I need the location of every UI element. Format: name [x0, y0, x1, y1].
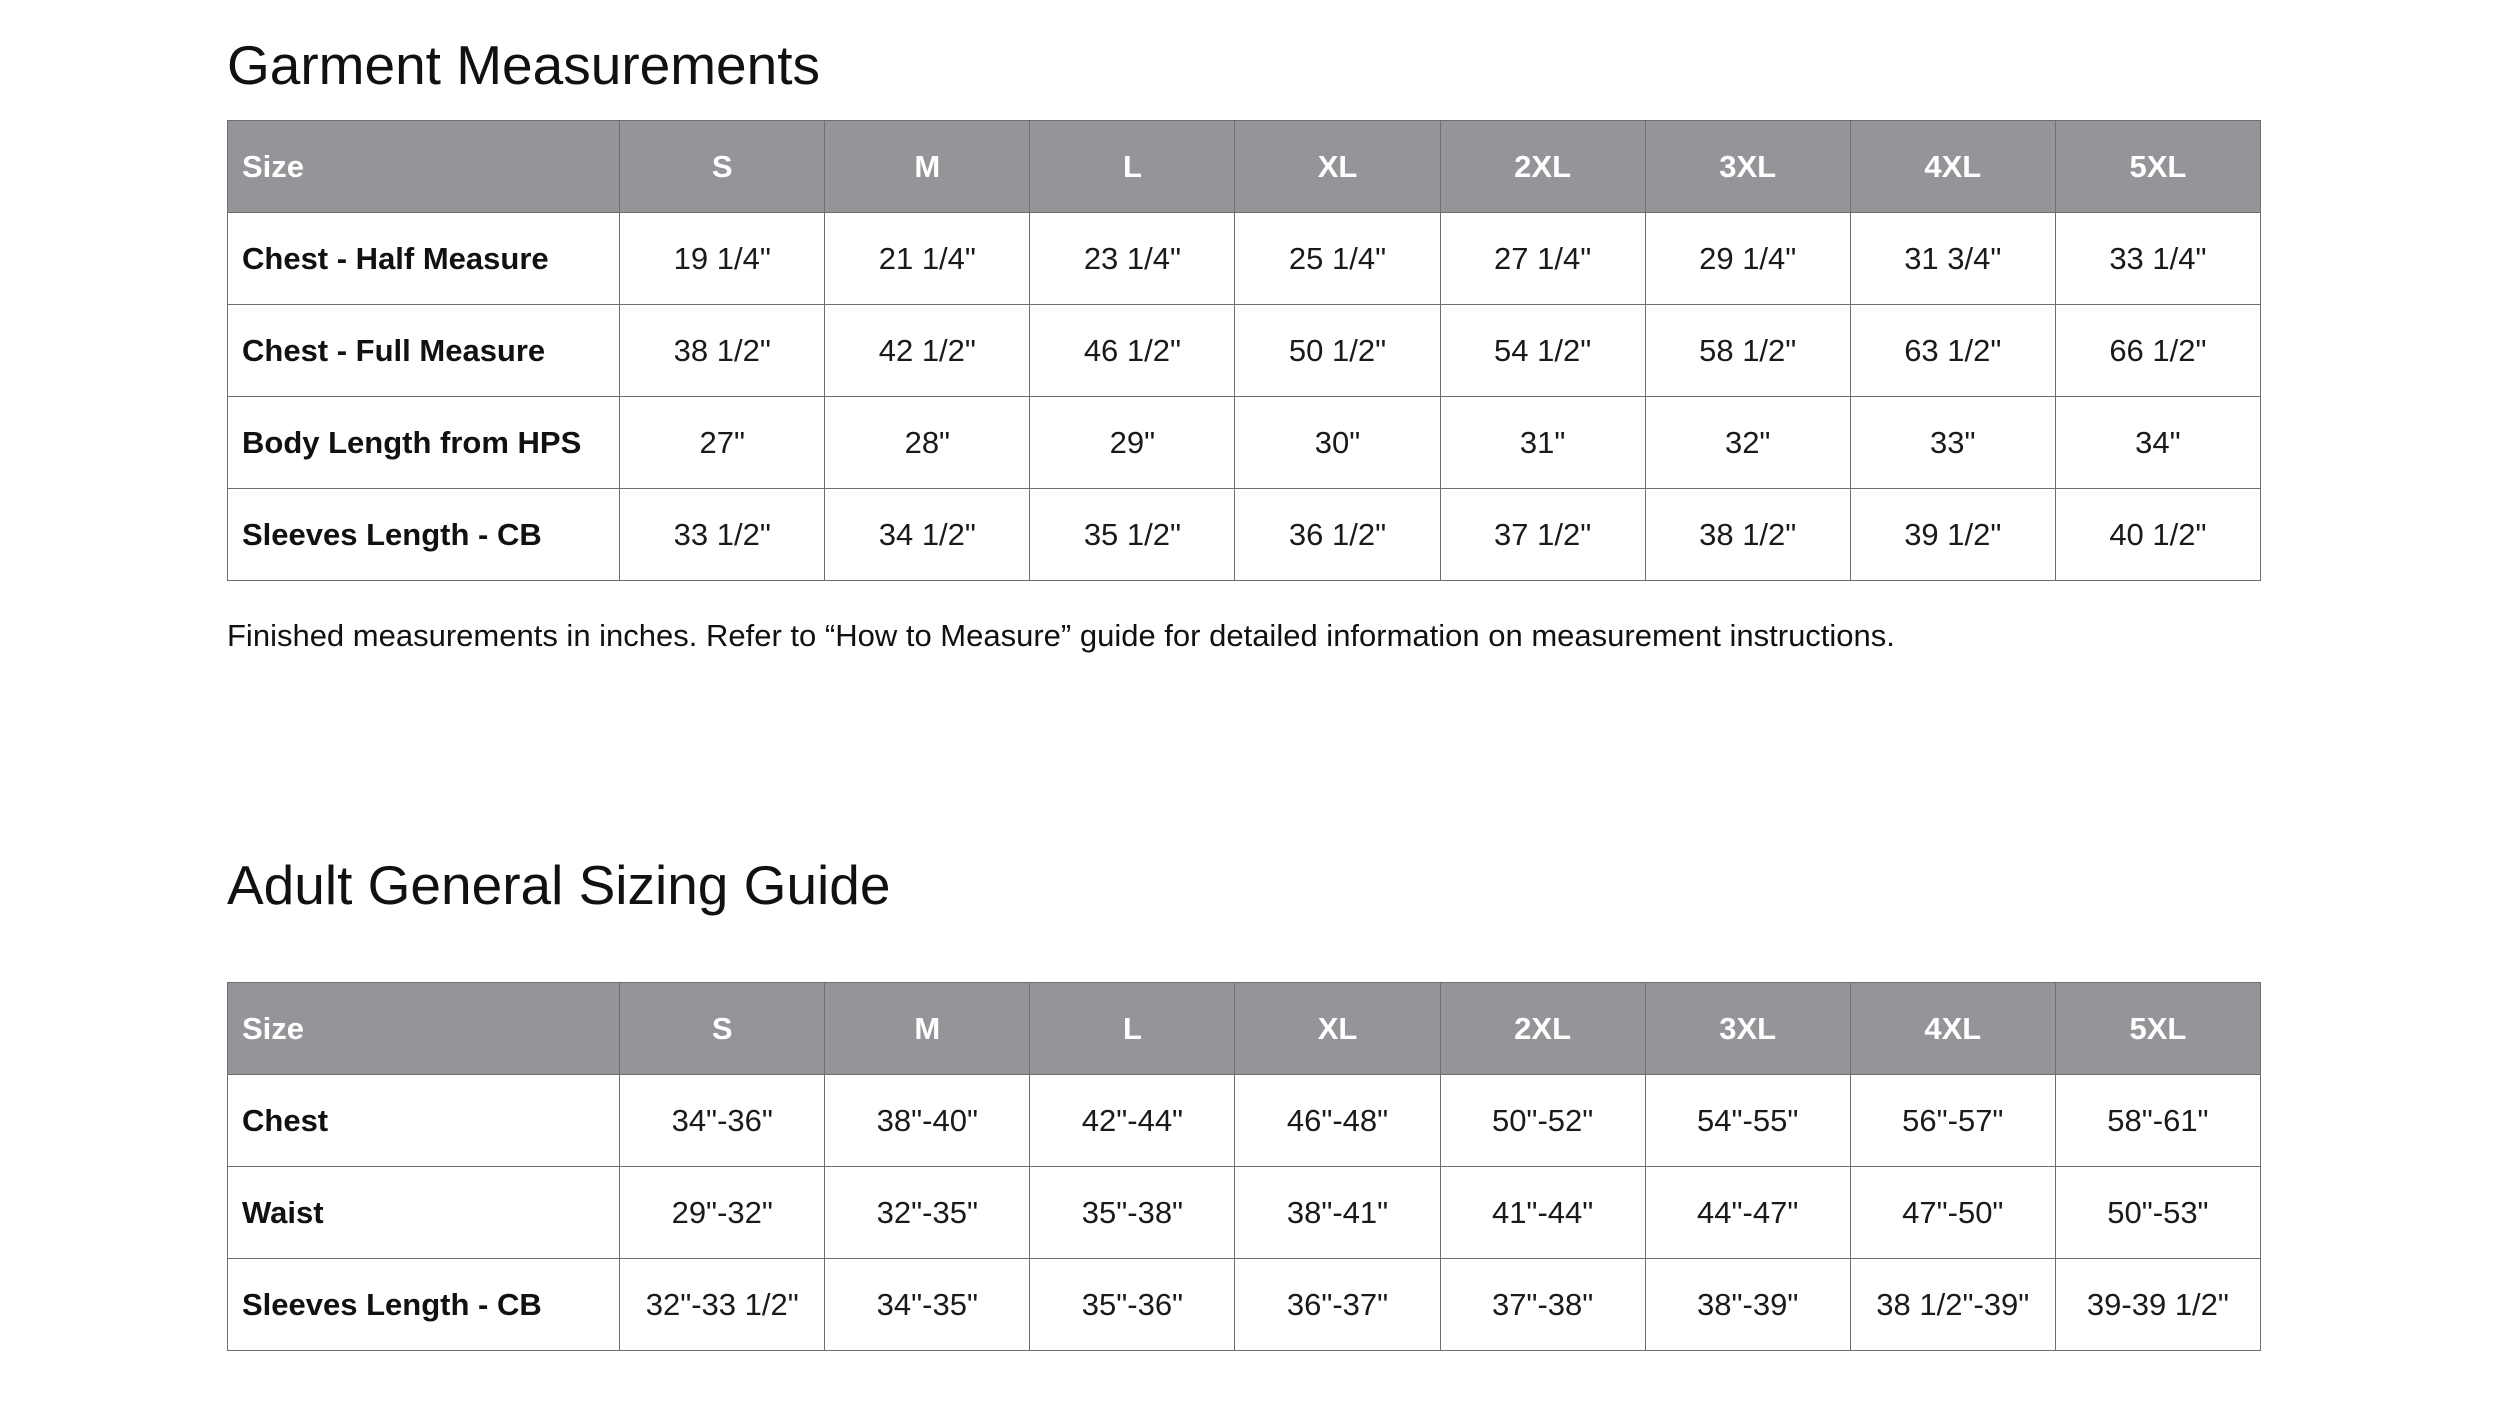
table-cell: 38 1/2"	[620, 305, 825, 397]
table-cell: 63 1/2"	[1850, 305, 2055, 397]
table-cell: 58"-61"	[2055, 1075, 2260, 1167]
table-row	[228, 1259, 2261, 1351]
table-cell: 29 1/4"	[1645, 213, 1850, 305]
table-cell: 39-39 1/2"	[2055, 1259, 2260, 1351]
table-header-row	[228, 983, 2261, 1075]
table-cell: 31 3/4"	[1850, 213, 2055, 305]
header-cell: 5XL	[2055, 983, 2260, 1075]
header-cell: 2XL	[1440, 121, 1645, 213]
table-row	[228, 305, 2261, 397]
header-cell: 3XL	[1645, 121, 1850, 213]
table-cell: 38"-39"	[1645, 1259, 1850, 1351]
table-cell: 58 1/2"	[1645, 305, 1850, 397]
header-cell: 2XL	[1440, 983, 1645, 1075]
table-cell: 42 1/2"	[825, 305, 1030, 397]
table-cell: 50"-52"	[1440, 1075, 1645, 1167]
adult-sizing-guide-title: Adult General Sizing Guide	[227, 854, 891, 916]
table-cell: 33 1/4"	[2055, 213, 2260, 305]
table-cell: 23 1/4"	[1030, 213, 1235, 305]
header-cell: M	[825, 983, 1030, 1075]
table-cell: 28"	[825, 397, 1030, 489]
table-cell: 38"-41"	[1235, 1167, 1440, 1259]
table-cell: 50"-53"	[2055, 1167, 2260, 1259]
table-row	[228, 397, 2261, 489]
adult-sizing-table	[227, 982, 2261, 1351]
table-cell: 29"-32"	[620, 1167, 825, 1259]
table-cell: 44"-47"	[1645, 1167, 1850, 1259]
table-row	[228, 489, 2261, 581]
table-cell: 50 1/2"	[1235, 305, 1440, 397]
table-cell: 25 1/4"	[1235, 213, 1440, 305]
table-cell: 29"	[1030, 397, 1235, 489]
table-cell: 37 1/2"	[1440, 489, 1645, 581]
table-cell: 66 1/2"	[2055, 305, 2260, 397]
table-cell: 46"-48"	[1235, 1075, 1440, 1167]
header-cell-size: Size	[228, 121, 620, 213]
row-label: Chest	[228, 1075, 620, 1167]
table-cell: 33"	[1850, 397, 2055, 489]
table-row	[228, 1075, 2261, 1167]
table-cell: 42"-44"	[1030, 1075, 1235, 1167]
table-cell: 31"	[1440, 397, 1645, 489]
table-cell: 41"-44"	[1440, 1167, 1645, 1259]
table-cell: 37"-38"	[1440, 1259, 1645, 1351]
table-cell: 34"-35"	[825, 1259, 1030, 1351]
garment-measurements-table	[227, 120, 2261, 581]
table-cell: 39 1/2"	[1850, 489, 2055, 581]
row-label: Chest - Half Measure	[228, 213, 620, 305]
table-cell: 36 1/2"	[1235, 489, 1440, 581]
table-cell: 34 1/2"	[825, 489, 1030, 581]
table-cell: 46 1/2"	[1030, 305, 1235, 397]
table-cell: 54"-55"	[1645, 1075, 1850, 1167]
table-cell: 19 1/4"	[620, 213, 825, 305]
table-cell: 38 1/2"	[1645, 489, 1850, 581]
header-cell: M	[825, 121, 1030, 213]
table-cell: 35"-36"	[1030, 1259, 1235, 1351]
row-label: Chest - Full Measure	[228, 305, 620, 397]
table-row	[228, 1167, 2261, 1259]
header-cell: S	[620, 121, 825, 213]
header-cell: 4XL	[1850, 983, 2055, 1075]
header-cell: XL	[1235, 121, 1440, 213]
header-cell: 3XL	[1645, 983, 1850, 1075]
table-cell: 33 1/2"	[620, 489, 825, 581]
table-cell: 32"-33 1/2"	[620, 1259, 825, 1351]
table-header-row	[228, 121, 2261, 213]
table-cell: 27 1/4"	[1440, 213, 1645, 305]
row-label: Body Length from HPS	[228, 397, 620, 489]
header-cell: 5XL	[2055, 121, 2260, 213]
header-cell-size: Size	[228, 983, 620, 1075]
table-cell: 32"	[1645, 397, 1850, 489]
table-cell: 38 1/2"-39"	[1850, 1259, 2055, 1351]
table-cell: 35"-38"	[1030, 1167, 1235, 1259]
measurement-note: Finished measurements in inches. Refer to “How to Measure” guide for detailed information on measurement instructions.	[227, 618, 1895, 653]
table-cell: 47"-50"	[1850, 1167, 2055, 1259]
table-cell: 30"	[1235, 397, 1440, 489]
row-label: Sleeves Length - CB	[228, 1259, 620, 1351]
table-cell: 35 1/2"	[1030, 489, 1235, 581]
header-cell: 4XL	[1850, 121, 2055, 213]
table-cell: 32"-35"	[825, 1167, 1030, 1259]
table-cell: 34"-36"	[620, 1075, 825, 1167]
table-cell: 27"	[620, 397, 825, 489]
header-cell: XL	[1235, 983, 1440, 1075]
table-cell: 40 1/2"	[2055, 489, 2260, 581]
table-cell: 36"-37"	[1235, 1259, 1440, 1351]
row-label: Sleeves Length - CB	[228, 489, 620, 581]
table-cell: 34"	[2055, 397, 2260, 489]
table-row	[228, 213, 2261, 305]
table-cell: 56"-57"	[1850, 1075, 2055, 1167]
table-cell: 21 1/4"	[825, 213, 1030, 305]
garment-measurements-title: Garment Measurements	[227, 34, 820, 96]
table-cell: 54 1/2"	[1440, 305, 1645, 397]
table-cell: 38"-40"	[825, 1075, 1030, 1167]
header-cell: L	[1030, 983, 1235, 1075]
header-cell: S	[620, 983, 825, 1075]
header-cell: L	[1030, 121, 1235, 213]
row-label: Waist	[228, 1167, 620, 1259]
